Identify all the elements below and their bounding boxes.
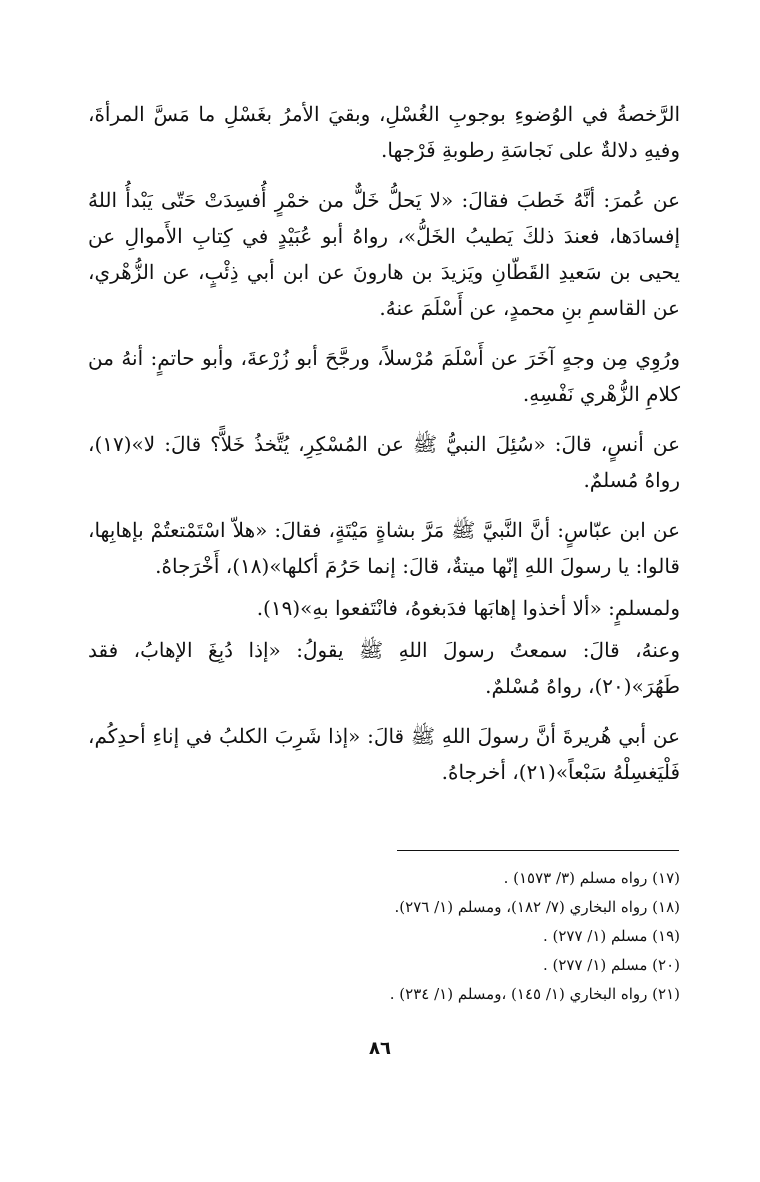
- paragraph-3: ورُوِي مِن وجهٍ آخَرَ عن أَسْلَمَ مُرْسلاً، ورجَّحَ أبو زُرْعةَ، وأبو حاتمٍ: أنهُ من كلامِ الزُّهْري نَفْسِهِ.: [88, 346, 680, 406]
- paragraph-4: عن أنسٍ، قالَ: «سُئِلَ النبيُّ ﷺ عن المُسْكِرِ، يُتَّخذُ خَلاًّ؟ قالَ: لا»(١٧)، رواهُ مُسلمٌ.: [88, 432, 680, 492]
- paragraph-8: عن أبي هُريرةَ أنَّ رسولَ اللهِ ﷺ قالَ: «إذا شَرِبَ الكلبُ في إناءِ أحدِكُم، فَلْيَغسِلْهُ سَبْعاً»(٢١)، أخرجاهُ.: [88, 724, 681, 784]
- footnote-divider: [397, 850, 679, 851]
- footnote-20: (٢٠) مسلم (١/ ٢٧٧) .: [542, 956, 680, 974]
- main-text: [88, 96, 680, 804]
- page-number: ٨٦: [369, 1038, 391, 1059]
- footnote-17: (١٧) رواه مسلم (٣/ ١٥٧٣) .: [503, 869, 680, 887]
- paragraph-5: عن ابن عبّاسٍ: أنَّ النَّبيَّ ﷺ مَرَّ بشاةٍ مَيْتَةٍ، فقالَ: «هلاّ اسْتَمْتعتُمْ بإهابِها، قالوا: يا رسولَ اللهِ إنّها ميتةٌ، قالَ: إنما حَرُمَ أكلها»(١٨)، أَخْرَجاهُ.: [88, 518, 680, 578]
- footnotes: [200, 864, 680, 1009]
- paragraph-1: الرَّخصةُ في الوُضوءِ بوجوبِ الغُسْلِ، وبقيَ الأمرُ بغَسْلِ ما مَسَّ المرأةَ، وفيهِ دلالةٌ على نَجاسَةِ رطوبةِ فَرْجها.: [88, 102, 680, 162]
- paragraph-6: ولمسلمٍ: «ألا أخذوا إهابَها فدَبغوهُ، فانْتَفعوا بهِ»(١٩).: [256, 596, 680, 620]
- footnote-19: (١٩) مسلم (١/ ٢٧٧) .: [542, 927, 680, 945]
- footnote-21: (٢١) رواه البخاري (١/ ١٤٥) ،ومسلم (١/ ٢٣٤) .: [389, 985, 680, 1003]
- paragraph-7: وعنهُ، قالَ: سمعتُ رسولَ اللهِ ﷺ يقولُ: «إذا دُبِغَ الإهابُ، فقد طَهُرَ»(٢٠)، رواهُ مُسْلمٌ.: [88, 638, 680, 698]
- footnote-18: (١٨) رواه البخاري (٧/ ١٨٢)، ومسلم (١/ ٢٧٦).: [394, 898, 680, 916]
- paragraph-2: عن عُمرَ: أنَّهُ خَطبَ فقالَ: «لا يَحلُّ خَلٌّ من خمْرٍ أُفسِدَتْ حَتّى يَبْدأُ اللهُ إفسادَها، فعندَ ذلكَ يَطيبُ الخَلُّ»، رواهُ أبو عُبَيْدٍ في كِتابِ الأَموالِ عن يحيى بن سَعيدِ القَطّانِ ويَزيدَ بن هارونَ عن ابن أبي ذِئْبٍ، عن الزُّهْري، عن القاسمِ بنِ محمدٍ، عن أَسْلَمَ عنهُ.: [88, 188, 680, 320]
